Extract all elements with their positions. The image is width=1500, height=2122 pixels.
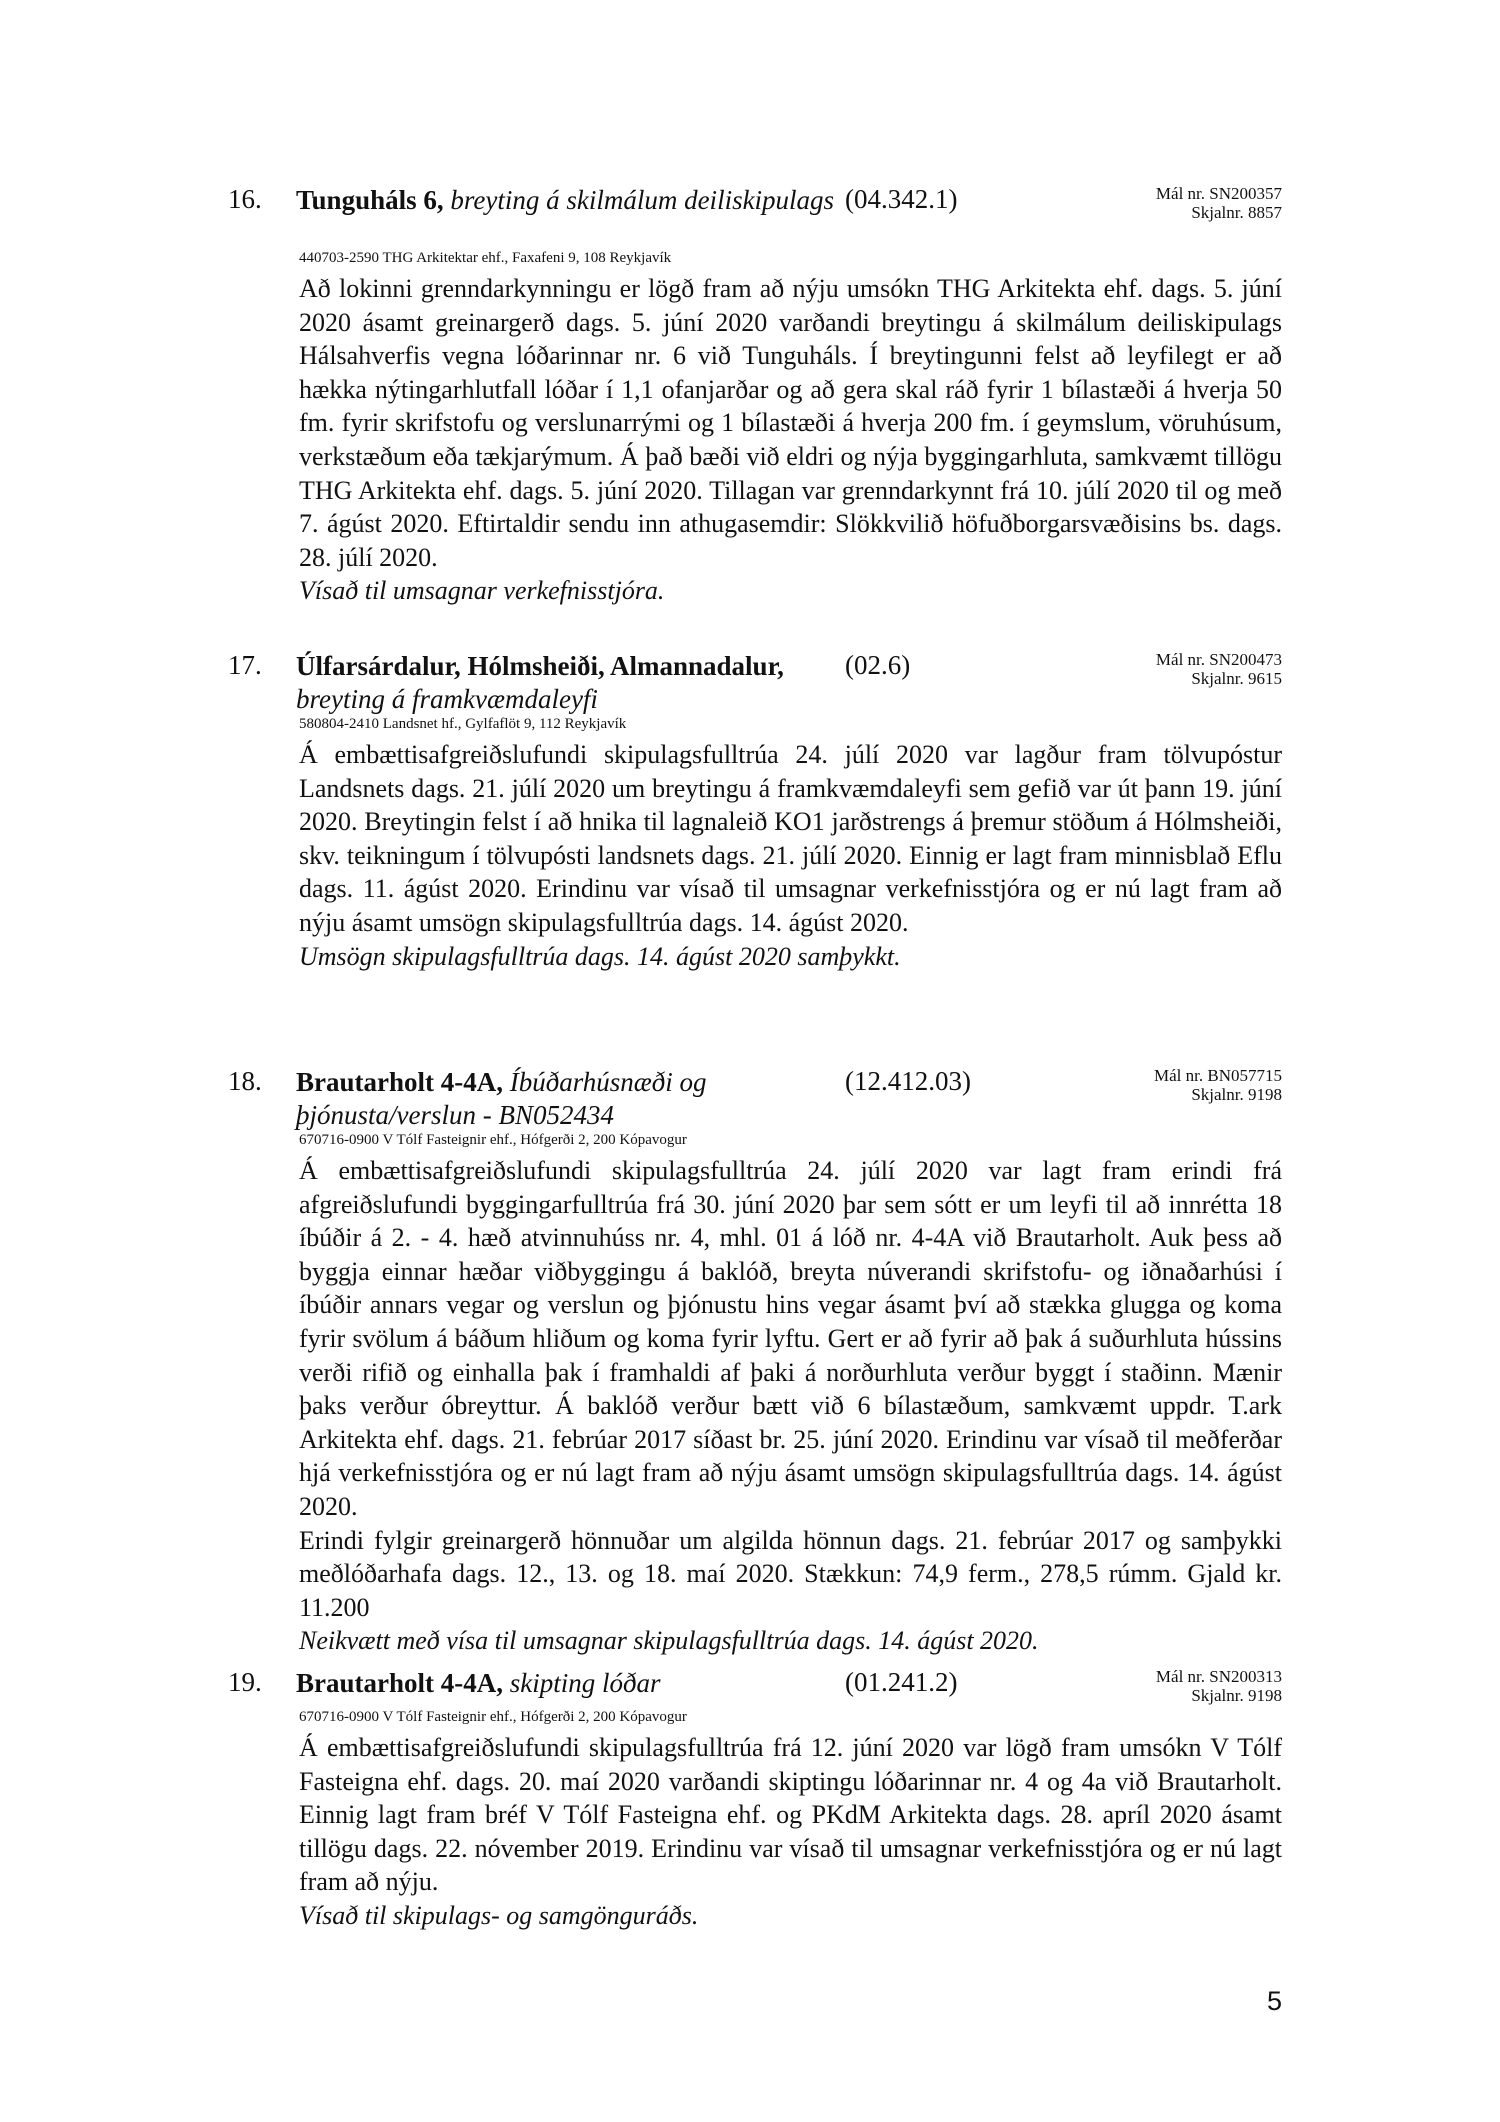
item-body <box>299 1731 1282 1933</box>
item-number: 17. <box>228 650 262 680</box>
applicant: 440703-2590 THG Arkitektar ehf., Faxafeni 9, 108 Reykjavík <box>299 250 672 266</box>
case-reference <box>1090 650 1282 688</box>
item-paragraph: Að lokinni grenndarkynningu er lögð fram að nýju umsókn THG Arkitekta ehf. dags. 5. júní 2020 ásamt greinargerð dags. 5. júní 2020 varðandi breytingu á skilmálum deiliskipulags Hálsahverfis vegna lóðarinnar nr. 6 við Tunguháls. Í breytingunni felst að leyfilegt er að hækka nýtingarhlutfall lóðar í 1,1 ofanjarðar og að gera skal ráð fyrir 1 bílastæði á hverja 50 fm. fyrir skrifstofu og verslunarrými og 1 bílastæði á hverja 200 fm. í geymslum, vöruhúsum, verkstæðum eða tækjarýmum. Á það bæði við eldri og nýja byggingarhluta, samkvæmt tillögu THG Arkitekta ehf. dags. 5. júní 2020. Tillagan var grenndarkynnt frá 10. júlí 2020 til og með 7. ágúst 2020. Eftirtaldir sendu inn athugasemdir: Slökkvilið höfuðborgarsvæðisins bs. dags. 28. júlí 2020. <box>299 274 1282 572</box>
case-reference <box>1090 1066 1282 1104</box>
item-conclusion: Vísað til umsagnar verkefnisstjóra. <box>299 576 665 606</box>
item-subtitle: skipting lóðar <box>509 1668 661 1698</box>
item-number: 18. <box>228 1066 262 1096</box>
item-conclusion: Neikvætt með vísa til umsagnar skipulagsfulltrúa dags. 14. ágúst 2020. <box>299 1626 1039 1656</box>
mal-nr: Mál nr. SN200313 <box>1155 1667 1282 1686</box>
skjalnr: Skjalnr. 9615 <box>1191 669 1282 688</box>
item-title: Úlfarsárdalur, Hólmsheiði, Almannadalur, <box>296 651 784 681</box>
item-title: Brautarholt 4-4A, <box>296 1067 503 1097</box>
item-code: (01.241.2) <box>845 1667 958 1697</box>
mal-nr: Mál nr. BN057715 <box>1154 1066 1282 1085</box>
page-number: 5 <box>1266 1986 1282 2016</box>
case-reference <box>1090 184 1282 222</box>
applicant: 670716-0900 V Tólf Fasteignir ehf., Hófgerði 2, 200 Kópavogur <box>299 1132 687 1148</box>
item-body <box>299 272 1282 608</box>
item-subtitle: Íbúðarhúsnæði og þjónusta/verslun - BN052434 <box>296 1067 707 1130</box>
item-number: 19. <box>228 1667 262 1697</box>
item-heading <box>296 650 856 716</box>
applicant: 580804-2410 Landsnet hf., Gylfaflöt 9, 112 Reykjavík <box>299 716 627 732</box>
case-reference <box>1090 1667 1282 1705</box>
item-code: (02.6) <box>845 650 911 680</box>
item-heading <box>296 184 856 217</box>
mal-nr: Mál nr. SN200473 <box>1155 650 1282 669</box>
item-subtitle: breyting á framkvæmdaleyfi <box>296 684 598 714</box>
item-paragraph: Á embættisafgreiðslufundi skipulagsfulltrúa frá 12. júní 2020 var lögð fram umsókn V Tólf Fasteigna ehf. dags. 20. maí 2020 varðandi skiptingu lóðarinnar nr. 4 og 4a við Brautarholt. Einnig lagt fram bréf V Tólf Fasteigna ehf. og PKdM Arkitekta dags. 28. apríl 2020 ásamt tillögu dags. 22. nóvember 2019. Erindinu var vísað til umsagnar verkefnisstjóra og er nú lagt fram að nýju. <box>299 1733 1282 1897</box>
item-title: Brautarholt 4-4A, <box>296 1668 503 1698</box>
item-body <box>299 738 1282 973</box>
item-paragraph: Á embættisafgreiðslufundi skipulagsfulltrúa 24. júlí 2020 var lagður fram tölvupóstur Landsnets dags. 21. júlí 2020 um breytingu á framkvæmdaleyfi sem gefið var út þann 19. júní 2020. Breytingin felst í að hnika til lagnaleið KO1 jarðstrengs á þremur stöðum á Hólmsheiði, skv. teikningum í tölvupósti landsnets dags. 21. júlí 2020. Einnig er lagt fram minnisblað Eflu dags. 11. ágúst 2020. Erindinu var vísað til umsagnar verkefnisstjóra og er nú lagt fram að nýju ásamt umsögn skipulagsfulltrúa dags. 14. ágúst 2020. <box>299 740 1282 937</box>
item-number: 16. <box>228 184 262 214</box>
item-paragraph: Á embættisafgreiðslufundi skipulagsfulltrúa 24. júlí 2020 var lagt fram erindi frá afgreiðslufundi byggingarfulltrúa frá 30. júní 2020 þar sem sótt er um leyfi til að innrétta 18 íbúðir á 2. - 4. hæð atvinnuhúss nr. 4, mhl. 01 á lóð nr. 4-4A við Brautarholt. Auk þess að byggja einnar hæðar viðbyggingu á baklóð, breyta núverandi skrifstofu- og iðnaðarhúsi í íbúðir annars vegar og verslun og þjónustu hins vegar ásamt því að stækka glugga og koma fyrir svölum á báðum hliðum og koma fyrir lyftu. Gert er að fyrir að þak á suðurhluta hússins verði rifið og einhalla þak í framhaldi af þaki á norðurhluta verður byggt í staðinn. Mænir þaks verður óbreyttur. Á baklóð verður bætt við 6 bílastæðum, samkvæmt uppdr. T.ark Arkitekta ehf. dags. 21. febrúar 2017 síðast br. 25. júní 2020. Erindinu var vísað til meðferðar hjá verkefnisstjóra og er nú lagt fram að nýju ásamt umsögn skipulagsfulltrúa dags. 14. ágúst 2020. <box>299 1156 1282 1521</box>
item-heading <box>296 1667 856 1700</box>
item-subtitle: breyting á skilmálum deiliskipulags <box>450 185 835 215</box>
item-paragraph: Erindi fylgir greinargerð hönnuðar um algilda hönnun dags. 21. febrúar 2017 og samþykki meðlóðarhafa dags. 12., 13. og 18. maí 2020. Stækkun: 74,9 ferm., 278,5 rúmm. Gjald kr. 11.200 <box>299 1525 1282 1622</box>
skjalnr: Skjalnr. 9198 <box>1191 1686 1282 1705</box>
skjalnr: Skjalnr. 9198 <box>1191 1085 1282 1104</box>
mal-nr: Mál nr. SN200357 <box>1155 184 1282 203</box>
item-heading <box>296 1066 856 1132</box>
item-code: (12.412.03) <box>845 1066 971 1096</box>
item-conclusion: Vísað til skipulags- og samgönguráðs. <box>299 1900 699 1930</box>
applicant: 670716-0900 V Tólf Fasteignir ehf., Hófgerði 2, 200 Kópavogur <box>299 1709 687 1725</box>
item-title: Tunguháls 6, <box>296 185 444 215</box>
item-body <box>299 1154 1282 1658</box>
item-code: (04.342.1) <box>845 184 958 214</box>
item-conclusion: Umsögn skipulagsfulltrúa dags. 14. ágúst 2020 samþykkt. <box>299 941 901 971</box>
skjalnr: Skjalnr. 8857 <box>1191 203 1282 222</box>
